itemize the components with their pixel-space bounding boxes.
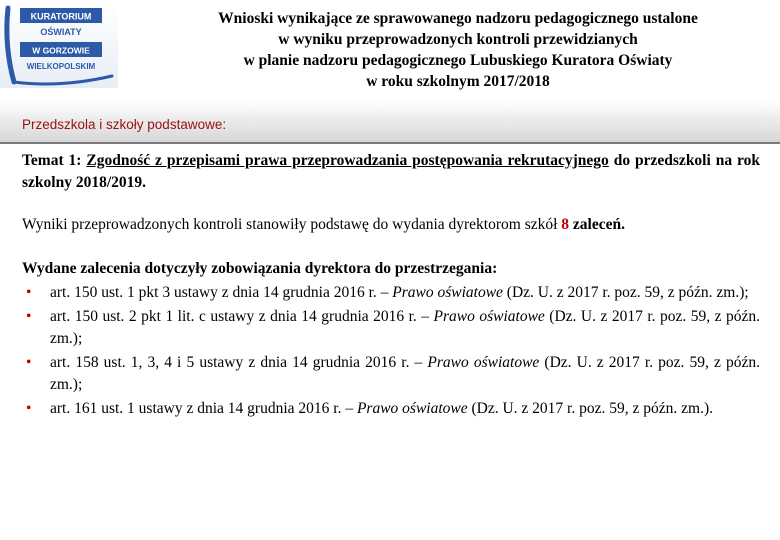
title-line: Wnioski wynikające ze sprawowanego nadzoru pedagogicznego ustalone [218,10,698,27]
results-text: Wyniki przeprowadzonych kontroli stanowiły podstawę do wydania dyrektorom szkół [22,216,562,233]
bullet-icon: • [26,308,32,325]
page-title [140,8,776,92]
item-italic: Prawo oświatowe [427,354,540,371]
list-item [22,282,760,304]
section-divider [0,142,780,144]
recommendations-intro: Wydane zalecenia dotyczyły zobowiązania dyrektora do przestrzegania: [22,260,498,277]
logo-line-4: WIELKOPOLSKIM [26,62,96,71]
title-line: w planie nadzoru pedagogicznego Lubuskiego Kuratora Oświaty [243,52,673,69]
section-label-colon: : [222,117,227,132]
list-item [22,352,760,396]
topic-paragraph [22,150,760,194]
topic-underlined: Zgodność z przepisami prawa przeprowadzania postępowania rekrutacyjnego [86,152,609,169]
item-text: art. 150 ust. 1 pkt 3 ustawy z dnia 14 grudnia 2016 r. – [50,284,393,301]
logo-line-3: W GORZOWIE [32,45,90,56]
item-italic: Prawo oświatowe [433,308,545,325]
list-item [22,398,760,420]
bullet-icon: • [26,354,32,371]
topic-rest: do przedszkoli na rok szkolny 2018/2019. [22,152,760,191]
logo-line-2: OŚWIATY [40,27,82,37]
topic-prefix: Temat 1: [22,152,87,169]
section-label-text: Przedszkola i szkoły podstawowe [22,117,223,132]
bullet-icon: • [26,400,32,417]
title-line: w wyniku przeprowadzonych kontroli przewidzianych [278,31,638,48]
logo-line-1: KURATORIUM [30,11,92,22]
item-italic: Prawo oświatowe [392,284,503,301]
item-text-post: (Dz. U. z 2017 r. poz. 59, z późn. zm.); [50,308,760,347]
recommendations-list [22,282,760,420]
results-paragraph [22,214,760,236]
section-label [22,117,226,132]
results-suffix: zaleceń. [569,216,625,233]
bullet-icon: • [26,284,32,301]
list-item [22,306,760,350]
item-text: art. 161 ust. 1 ustawy z dnia 14 grudnia 2016 r. – [50,400,357,417]
item-text-post: (Dz. U. z 2017 r. poz. 59, z późn. zm.); [50,354,760,393]
title-line: w roku szkolnym 2017/2018 [366,73,550,90]
main-content [22,150,760,420]
item-text-post: (Dz. U. z 2017 r. poz. 59, z późn. zm.); [502,284,749,301]
item-text: art. 158 ust. 1, 3, 4 i 5 ustawy z dnia 14 grudnia 2016 r. – [50,354,428,371]
item-text-post: (Dz. U. z 2017 r. poz. 59, z późn. zm.). [467,400,713,417]
kuratorium-logo [0,2,118,88]
results-count: 8 [561,216,570,233]
item-text: art. 150 ust. 2 pkt 1 lit. c ustawy z dnia 14 grudnia 2016 r. – [50,308,434,325]
item-italic: Prawo oświatowe [356,400,468,417]
